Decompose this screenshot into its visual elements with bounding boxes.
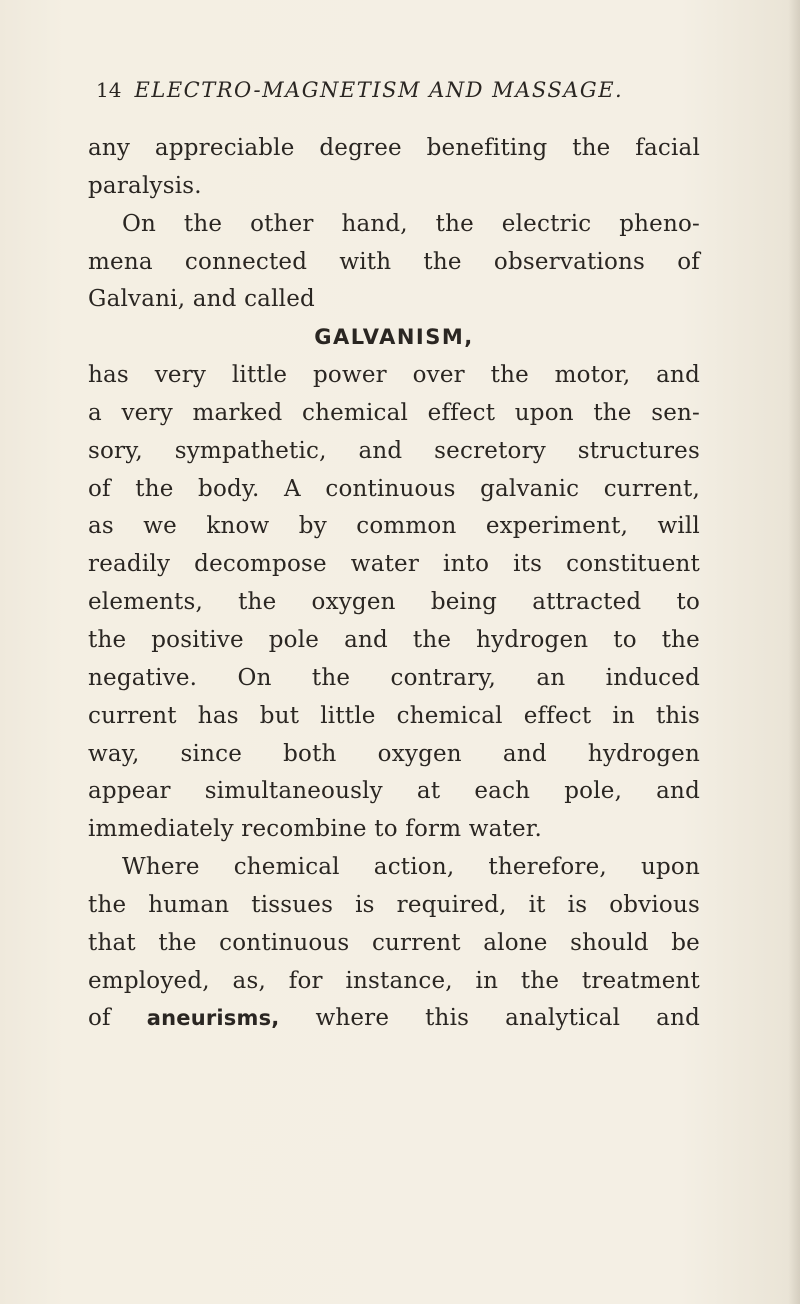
text-line: immediately recombine to form water.: [88, 816, 542, 843]
text-line: Galvani, and called: [88, 286, 315, 313]
body-text: [88, 130, 700, 1038]
text-line: as we know by common experiment, will: [88, 513, 700, 540]
text-line: readily decompose water into its constituent: [88, 551, 700, 578]
section-heading: GALVANISM,: [314, 325, 474, 350]
text-line: any appreciable degree benefiting the facial: [88, 135, 700, 161]
text-line: the human tissues is required, it is obvious: [88, 891, 700, 918]
text-line: current has but little chemical effect in this: [88, 702, 700, 729]
text-line: paralysis.: [88, 172, 202, 199]
text-line: mena connected with the observations of: [88, 248, 700, 275]
page-number: 14: [96, 78, 122, 102]
text-line: On the other hand, the electric pheno-: [122, 210, 700, 237]
text-line: negative. On the contrary, an induced: [88, 664, 700, 691]
text-fragment: of: [88, 1005, 111, 1032]
text-line: of the body. A continuous galvanic current,: [88, 475, 700, 502]
text-line-last: [88, 1000, 700, 1038]
page-edge-shadow: [788, 0, 800, 1304]
text-line: sory, sympathetic, and secretory structures: [88, 437, 700, 464]
text-line: Where chemical action, therefore, upon: [122, 854, 700, 881]
text-line: way, since both oxygen and hydrogen: [88, 740, 700, 767]
text-line: employed, as, for instance, in the treatment: [88, 967, 700, 994]
text-line: that the continuous current alone should be: [88, 929, 700, 956]
text-line: the positive pole and the hydrogen to the: [88, 626, 700, 653]
text-line: elements, the oxygen being attracted to: [88, 589, 700, 616]
running-head: [96, 78, 696, 112]
bold-term: aneurisms,: [146, 1006, 280, 1031]
text-line: a very marked chemical effect upon the sen-: [88, 399, 700, 426]
text-line: appear simultaneously at each pole, and: [88, 778, 700, 805]
text-fragment: where this analytical and: [315, 1005, 701, 1032]
text-line: has very little power over the motor, and: [88, 362, 700, 389]
running-title: ELECTRO-MAGNETISM AND MASSAGE.: [134, 78, 624, 102]
